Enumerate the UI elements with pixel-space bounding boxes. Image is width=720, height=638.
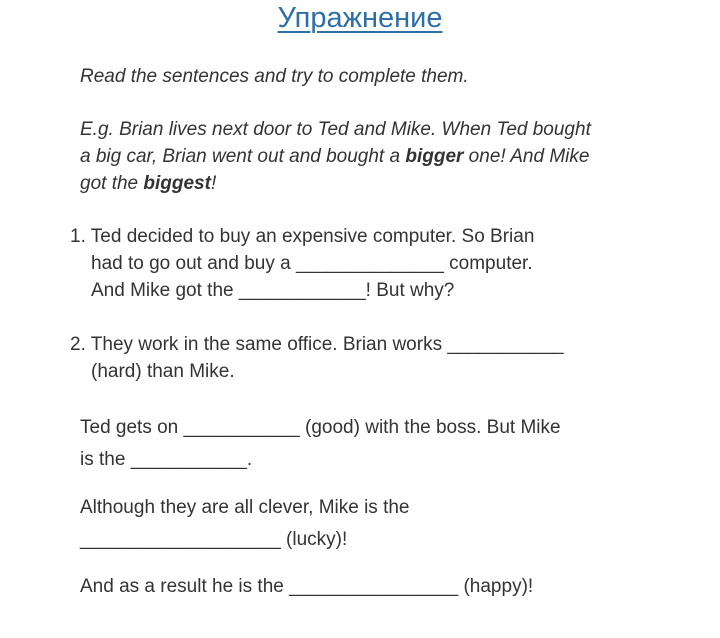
exercise-item-2 (70, 331, 564, 385)
exercise-although-paragraph (80, 492, 410, 556)
exercise-ted-paragraph (80, 412, 561, 476)
exercise-item-1 (70, 223, 534, 304)
ted-line-1: Ted gets on ___________ (good) with the boss. But Mike (80, 417, 561, 438)
example-paragraph (80, 116, 591, 197)
example-line-1: E.g. Brian lives next door to Ted and Mike. When Ted bought (80, 119, 591, 140)
example-line-3-start: got the (80, 173, 144, 194)
example-word-bigger: bigger (405, 146, 464, 167)
example-line-2 (80, 143, 591, 170)
page-title: Упражнение (277, 2, 443, 34)
example-line-3 (80, 170, 591, 197)
item-1-line-2: had to go out and buy a ______________ computer. (91, 253, 533, 274)
example-word-biggest: biggest (143, 173, 211, 194)
result-line-1: And as a result he is the ________________ (happy)! (80, 576, 534, 597)
exercise-result-paragraph (80, 573, 533, 600)
item-2-line-1: 2. They work in the same office. Brian works ___________ (70, 334, 564, 355)
example-line-2-end: one! And Mike (463, 146, 590, 167)
although-line-2: ___________________ (lucky)! (80, 529, 348, 550)
item-1-line-1: 1. Ted decided to buy an expensive computer. So Brian (70, 226, 535, 247)
example-line-3-end: ! (210, 173, 217, 194)
example-line-2-start: a big car, Brian went out and bought a (80, 146, 406, 167)
instruction-line: Read the sentences and try to complete them. (80, 66, 469, 87)
instruction-text (80, 63, 469, 90)
although-line-1: Although they are all clever, Mike is the (80, 497, 410, 518)
item-1-line-3: And Mike got the ____________! But why? (91, 280, 455, 301)
ted-line-2: is the ___________. (80, 449, 253, 470)
item-2-line-2: (hard) than Mike. (91, 361, 235, 382)
